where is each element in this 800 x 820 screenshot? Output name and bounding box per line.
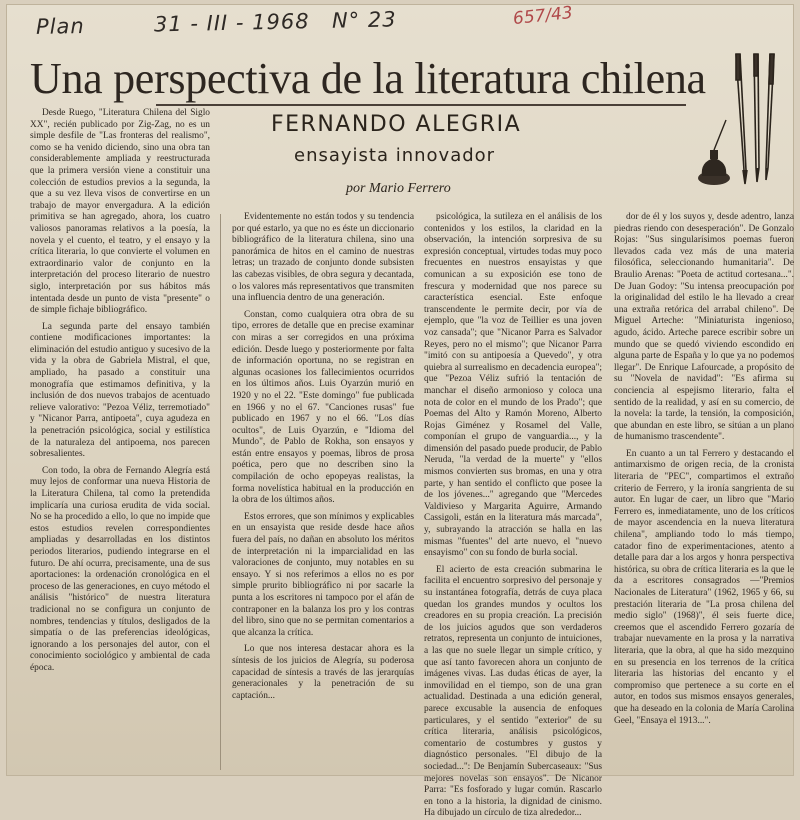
paragraph: Con todo, la obra de Fernando Alegría está muy lejos de conformar una nueva Historia de la Literatura Chilena, tal como la pretendida implicaría una curiosa erudita de vida social. No se ha procedido a ello, lo que no impide que estos estudios revelen correspondientes ampliadas y desarrolladas en los distintos periodos literarios, pudiendo integrarse en el futuro. De ahí ocurra, precisamente, una de sus aportaciones: la ordenación cronológica en el proceso de las generaciones, en cuyo método el análisis "histórico" de nuestra literatura tradicional no se configura un conjunto de nombres, tendencias y títulos, desligados de la simpatía o de las preferencias ideológicas, ignorando a los personajes del autor, con el conocimiento sociológico y ambiental de cada época. [30, 465, 210, 673]
paragraph: Constan, como cualquiera otra obra de su tipo, errores de detalle que en precise examinar con miras a ser corregidos en una próxima edición. Desde luego y posteriormente por falta de información oportuna, no se registran en algunas ocasiones los fallecimientos ocurridos en los últimos años. Luis Oyarzún murió en 1920 y no el 22. "Este domingo" fue publicada en 1966 y no el 67. "Canciones rusas" fue publicado en 1967 y no el 66. "Los días ocultos", de Luis Oyarzún, e "Idioma del Mundo", de Pablo de Rokha, son ensayos y están entre ensayos y poemas, libros de prosa poética, pero que no describen sino la compilación de ocho epopeyas realistas, la forma novelística habitual en la producción en la obra de los últimos años. [232, 309, 414, 506]
paragraph: Estos errores, que son mínimos y explicables en un ensayista que reside desde hace años fuera del país, no dañan en absoluto los méritos de interpretación ni la imparcialidad en las valoraciones de conjunto, muy notables en su ensayo. Y si nos referimos a ellos no es por simple prurito bibliográfico ni por sacarle la punta a los escritores ni tampoco por el afán de contraponer en la balanza los pro y los contras del libro, sino que no se permitan comentarios a que alcanza la crítica. [232, 511, 414, 638]
column-divider [220, 214, 221, 770]
archive-pencil-mark: 657/43 [512, 2, 574, 30]
paragraph: Desde Ruego, "Literatura Chilena del Siglo XX", recién publicado por Zig-Zag, no es un simple desfile de "Las fronteras del realismo", como se ha venido diciendo, sino una obra tan considerablemente ampliada y reestructurada que la primera versión viene a constituir una colección de estudios previos a la segunda, la que a su vez lleva visos de convertirse en un trabajo de mayor envergadura. A la edición primitiva se han agregado, ahora, los cuatro valiosos panoramas relativos a la poesía, la novela y el cuento, el teatro, y el ensayo y la crítica literaria, lo que convierte el volumen en extraordinario valor de conjunto en la interpretación del proceso literario de nuestro siglo, interpretación por sus hábitos más intentada desde un punto de vista "presente" o de simple fichaje bibliográfico. [30, 108, 210, 316]
quill-pens-and-inkwell-icon [696, 50, 796, 204]
paragraph: Lo que nos interesa destacar ahora es la síntesis de los juicios de Alegría, su poderosa capacidad de síntesis a través de las jerarquías generacionales y la penetración de su captación... [232, 644, 414, 701]
handwritten-publication: Plan [35, 13, 85, 39]
byline: por Mario Ferrero [346, 181, 451, 196]
article-headline: Una perspectiva de la literatura chilena [30, 54, 706, 103]
headline-rule [156, 104, 686, 106]
paragraph: En cuanto a un tal Ferrero y destacando el antimarxismo de origen recia, de la cronista literaria de "PEC", compartimos el extraño criterio de Ferrero, y la ironía sangrienta de su autor. En lugar de caer, un libro que "Mario Ferrero es, inmediatamente, uno de los críticos de mayor ascendencia en la nueva literatura chilena", ampliando todo lo más tiempo, catador fino de experimentaciones, atento a detalle para dar a los argos y honra perspectiva histórica, su obra de crítica literaria es la que le da a escritores consagrados —"Premios Nacionales de Literatura" (1962, 1965 y 66, su prestación literaria de "La prosa chilena del medio siglo" (1968)", él seis fuerte dice, creemos que el ascendido Ferrero gozaría de trabajar nuevamente en la prosa y la narrativa literaria, que la obra, al que ha sido mezquino en su presencia en los terrenos de la crítica literaria las historias del encanto y el compromiso que pertenece a su corte en el autor, en todos sus mismos ensayos generales, que ha deseado en la colonia de María Carolina Geel, "Ensaya el 1913...". [614, 448, 794, 726]
newspaper-clipping [6, 2, 794, 819]
handwritten-date-note [36, 5, 506, 41]
paragraph: dor de él y los suyos y, desde adentro, lanza piedras riendo con desesperación". De Gonzalo Rojas: "Sus singularísimos poemas fueron llevados cada vez más de una materia filosófica, seleccionando humanitaria". De Braulio Arenas: "Poeta de actitud cortesana...". De Juan Godoy: "Su intensa preocupación por la originalidad del estilo le ha llevado a crear una extraña retórica del arrabal chileno". De Miguel Arteche: "Miniaturista ingenioso, agudo, ácido. Arteche parece escribir sobre un mundo que se quedó viviendo escondido en alguna parte de España y lo que ya no podemos llegar". De Enrique Lafourcade, a propósito de su "Novela de navidad": "Es afirma su conciencia al espejismo literario, falta el sentido de la realidad, y así en su comercio, de la novela: la tarde, la tensión, la composición, que abundan en este libro, se sitúan a un plano de humanismo trascendente". [614, 212, 794, 443]
paragraph: La segunda parte del ensayo también contiene modificaciones importantes: la eliminación del estudio antiguo y sucesivo de la vida y la obra de Gabriela Mistral, el que, ampliado, ha pasado a constituir una monografía que estimamos definitiva, y la inclusión de dos nuevos trabajos de acentuado relieve valorativo: "Pezoa Véliz, terremotiado" y "Nicanor Parra, antipoeta", cuya agudeza en la penetración psicológica, social y estilística de la naturaleza del antipoema, nos parecen sobresalientes. [30, 321, 210, 460]
article-column-4 [614, 212, 794, 772]
handwritten-issue: N° 23 [331, 7, 397, 33]
article-column-1 [30, 108, 210, 776]
subhead-name: FERNANDO ALEGRIA [271, 112, 522, 137]
handwritten-date: 31 - III - 1968 [153, 9, 310, 37]
article-column-2 [232, 212, 414, 774]
paragraph: psicológica, la sutileza en el análisis de los contenidos y los estilos, la claridad en la observación, la intención sorpresiva de su expresión conceptual, virtudes todas muy poco frecuentes en nuestros ensayistas y que comunican a su exposición ese tono de frescura y modernidad que nos parece su característica esencial. Este enfoque transcendente le permite decir, por vía de ejemplo, que "la voz de Teillier es una joven voz cansada"; que "Nicanor Parra es Salvador Reyes, pero no el mismo"; que Nicanor Parra "imitó con su antipoesía a Quevedo", y otra quiebra al surrealismo en decadencia europea"; que "Pezoa Véliz sufrió la tentación de manchar el diseño armonioso y coloca una nota de color en el mundo de los Prado"; que Poemas del Alto y Ramón Moreno, Alberto Rojas Giménez y Rosamel del Valle, componían el grupo de vanguardia..., y la dimensión del pasado puede producir, de Pablo Neruda, "la verdad de la muerte" y "ellos mismos convierten sus bromas, en una y otra parte, y han sentido el conflicto que posee la de los jóvenes..." agregando que "Mercedes Valdivieso y Margarita Aguirre, Armando Cassigoli, están en la literatura más marcada", y, subrayando la atracción se halla en las mismas "fuentes" del arte nuevo, el "nuevo ensayismo" con su fondo de burla social. [424, 212, 602, 559]
inkwell-icon [698, 120, 730, 185]
article-column-3 [424, 212, 602, 819]
paragraph: El acierto de esta creación submarina le facilita el encuentro sorpresivo del personaje y su instantánea fotografía, detrás de cuya placa quedan los grandes mundos y ocultos los creadores en su propia creación. La precisión de los juicios agudos que son verdaderos retratos, representa un conjunto de intuiciones, a las que no suele llegar un simple crítico, y que así tanto favorecen ahora un conjunto de imágenes vivas. Las dudas éticas de ayer, la inmovilidad en el tiempo, son de una gran actualidad. Destinada a una edición general, parece excusable la ausencia de enfoques particulares, y el sentido "exterior" de su crítica literaria, análisis psicológicos, comentario de costumbres y gustos y diagnóstico personales. "El dibujo de la sociedad...": De Benjamín Subercaseaux: "Sus mejores novelas son ensayos". De Nicanor Parra: "Es fosforado y lugar común. Rascarlo en tono a la historia, la dignidad de cinismo. Ha dibujado un círculo de tiza alrededor... [424, 564, 602, 819]
subhead-tagline: ensayista innovador [294, 145, 496, 166]
paragraph: Evidentemente no están todos y su tendencia por qué estarlo, ya que no es éste un diccionario bibliográfico de la literatura chilena, sino una panorámica de hitos en el camino de nuestras letras; un trazado de conjunto donde subsisten las cabezas visibles, de obra segura y decantada, o los valores más representativos que transmiten una influencia dentro de una generación. [232, 212, 414, 304]
